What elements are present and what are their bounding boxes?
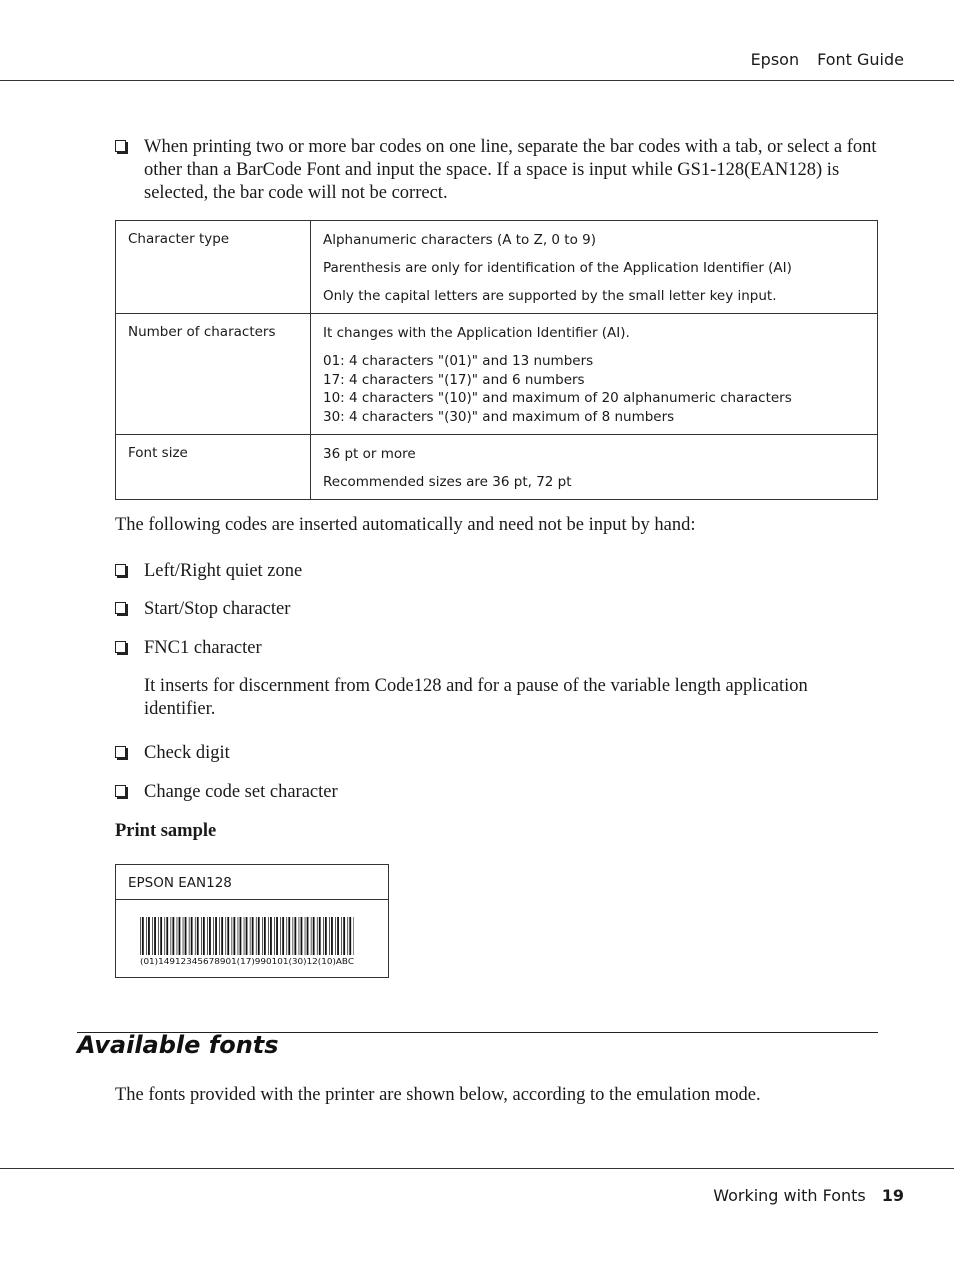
- barcode-bar: [276, 917, 278, 955]
- intro-note: [115, 136, 878, 205]
- barcode-bar: [152, 917, 153, 955]
- spec-table: [115, 220, 878, 500]
- header-rule: [0, 80, 954, 81]
- barcode-bar: [313, 917, 315, 955]
- barcode-bar: [301, 917, 303, 955]
- barcode-bar: [238, 917, 239, 955]
- barcode-bar: [331, 917, 333, 955]
- barcode-bar: [171, 917, 172, 955]
- checkbox-bullet-icon: [115, 641, 126, 653]
- barcode-bar: [319, 917, 321, 955]
- barcode-bar: [299, 917, 300, 955]
- checkbox-bullet-icon: [115, 602, 126, 614]
- section-text: The fonts provided with the printer are shown below, according to the emulation mode.: [115, 1085, 761, 1105]
- barcode-bar: [244, 917, 245, 955]
- barcode-bar: [270, 917, 272, 955]
- barcode-bar: [250, 917, 251, 955]
- row-value: [311, 221, 878, 314]
- table-row: [116, 435, 878, 500]
- barcode-bar: [213, 917, 214, 955]
- barcode-bar: [349, 917, 351, 955]
- barcode-bar: [166, 917, 168, 955]
- row-line: Alphanumeric characters (A to Z, 0 to 9): [323, 232, 596, 248]
- print-sample-box: [115, 864, 389, 978]
- barcode-bar: [288, 917, 290, 955]
- auto-codes-intro: The following codes are inserted automatically and need not be input by hand:: [115, 515, 696, 535]
- auto-code-item: Change code set character: [115, 781, 878, 804]
- barcode-bar: [191, 917, 193, 955]
- barcode-bar: [201, 917, 202, 955]
- row-label: Font size: [116, 435, 311, 500]
- row-line: Only the capital letters are supported by the small letter key input.: [323, 288, 777, 304]
- barcode-bar: [264, 917, 266, 955]
- barcode-bar: [189, 917, 190, 955]
- row-label: Number of characters: [116, 314, 311, 435]
- barcode-bar: [232, 917, 233, 955]
- barcode-bar: [325, 917, 327, 955]
- auto-code-item: FNC1 character: [115, 637, 878, 660]
- spec-table-wrap: [115, 220, 878, 500]
- barcode-bar: [268, 917, 269, 955]
- barcode-bar: [207, 917, 208, 955]
- barcode-bar: [240, 917, 242, 955]
- auto-code-item: Left/Right quiet zone: [115, 560, 878, 583]
- header-brand: Epson: [750, 50, 800, 69]
- row-value: [311, 314, 878, 435]
- ai-list: [323, 352, 865, 426]
- table-row: [116, 314, 878, 435]
- row-value: [311, 435, 878, 500]
- fnc1-note: It inserts for discernment from Code128 and for a pause of the variable length application identifier.: [144, 676, 808, 719]
- barcode-bar: [337, 917, 339, 955]
- footer-rule: [0, 1168, 954, 1169]
- barcode-bar: [225, 917, 226, 955]
- barcode-bar: [252, 917, 254, 955]
- barcode-bar: [329, 917, 330, 955]
- row-label: Character type: [116, 221, 311, 314]
- barcode-bar: [347, 917, 348, 955]
- intro-bullet: When printing two or more bar codes on one line, separate the bar codes with a tab, or select a font other than a BarCode Font and input the space. If a space is input while GS1-128(EAN128) is selected, the bar code will not be correct.: [115, 136, 878, 205]
- barcode-bar: [215, 917, 217, 955]
- barcode-bar: [274, 917, 275, 955]
- checkbox-bullet-icon: [115, 564, 126, 576]
- ai-line: 30: 4 characters "(30)" and maximum of 8 numbers: [323, 408, 675, 425]
- row-line: Parenthesis are only for identification of the Application Identifier (AI): [323, 260, 792, 276]
- header-title: Font Guide: [817, 50, 904, 69]
- barcode-bar: [305, 917, 306, 955]
- page-header: [751, 50, 904, 69]
- barcode-bar: [142, 917, 144, 955]
- barcode-bar: [286, 917, 287, 955]
- barcode-bar: [195, 917, 196, 955]
- barcode-bar: [183, 917, 184, 955]
- barcode-bar: [293, 917, 294, 955]
- checkbox-bullet-icon: [115, 746, 126, 758]
- barcode-bar: [148, 917, 150, 955]
- barcode-bars: [140, 917, 354, 955]
- ai-line: 01: 4 characters "(01)" and 13 numbers: [323, 353, 594, 369]
- table-row: [116, 221, 878, 314]
- barcode-bar: [354, 917, 355, 955]
- footer-chapter: Working with Fonts: [713, 1186, 866, 1205]
- barcode-bar: [185, 917, 187, 955]
- barcode-image: [116, 900, 388, 976]
- barcode-bar: [343, 917, 345, 955]
- ai-line: 10: 4 characters "(10)" and maximum of 20 alphanumeric characters: [323, 390, 792, 406]
- barcode-bar: [158, 917, 159, 955]
- barcode-bar: [140, 917, 141, 955]
- barcode-bar: [146, 917, 147, 955]
- auto-code-item: Check digit: [115, 742, 878, 765]
- barcode-bar: [179, 917, 181, 955]
- section-title: Available fonts: [77, 1031, 279, 1059]
- barcode-bar: [294, 917, 296, 955]
- checkbox-bullet-icon: [115, 785, 126, 797]
- barcode-bar: [311, 917, 312, 955]
- barcode-bar: [341, 917, 342, 955]
- row-line: 36 pt or more: [323, 446, 416, 462]
- page-footer: [713, 1186, 904, 1205]
- barcode-bar: [197, 917, 199, 955]
- barcode-bar: [317, 917, 318, 955]
- barcode-bar: [219, 917, 220, 955]
- barcode-bar: [209, 917, 211, 955]
- barcode-bar: [282, 917, 284, 955]
- ai-line: 17: 4 characters "(17)" and 6 numbers: [323, 371, 585, 388]
- row-line: It changes with the Application Identifier (AI).: [323, 325, 630, 341]
- barcode-bar: [172, 917, 174, 955]
- barcode-bar: [233, 917, 235, 955]
- barcode-bar: [164, 917, 165, 955]
- page-number: 19: [881, 1186, 904, 1205]
- barcode-bar: [335, 917, 336, 955]
- print-sample-caption: EPSON EAN128: [116, 865, 388, 900]
- barcode-human-readable: (01)14912345678901(17)990101(30)12(10)ABC: [140, 956, 355, 966]
- barcode-bar: [258, 917, 260, 955]
- barcode-bar: [256, 917, 257, 955]
- barcode-bar: [246, 917, 248, 955]
- barcode-bar: [262, 917, 263, 955]
- barcode-bar: [323, 917, 324, 955]
- barcode-bar: [177, 917, 178, 955]
- checkbox-bullet-icon: [115, 140, 126, 152]
- barcode-bar: [280, 917, 281, 955]
- barcode-bar: [221, 917, 223, 955]
- row-line: Recommended sizes are 36 pt, 72 pt: [323, 474, 572, 490]
- barcode-bar: [154, 917, 156, 955]
- print-sample-heading: Print sample: [115, 821, 217, 841]
- barcode-bar: [307, 917, 309, 955]
- barcode-bar: [203, 917, 205, 955]
- barcode-bar: [227, 917, 229, 955]
- barcode-bar: [160, 917, 162, 955]
- auto-code-item: Start/Stop character: [115, 598, 878, 621]
